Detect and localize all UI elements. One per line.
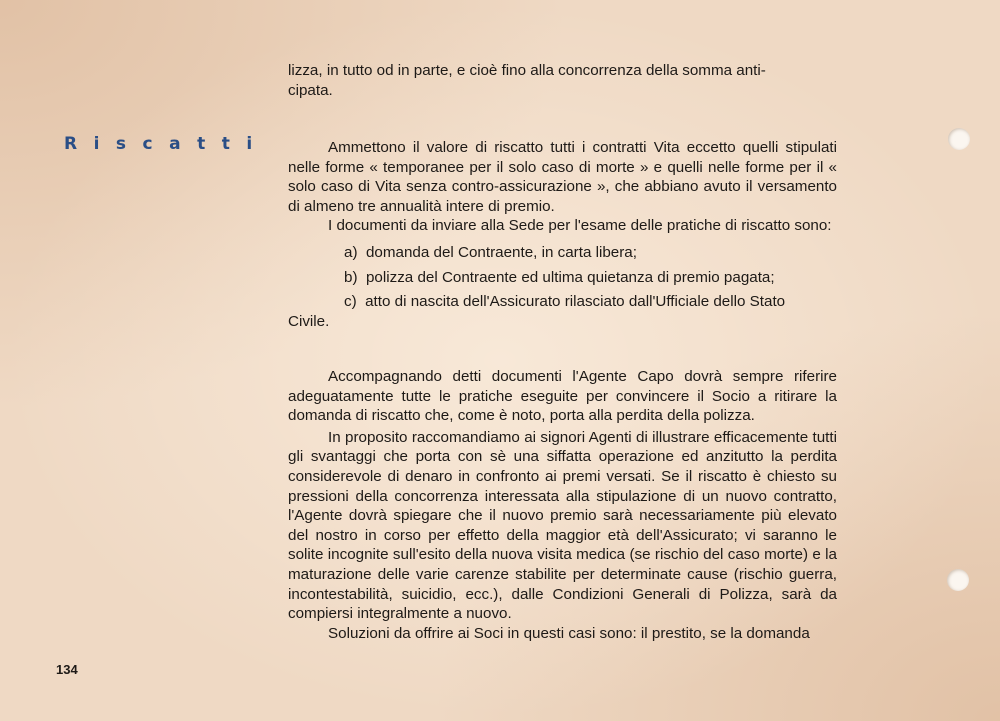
- text-line: lizza, in tutto od in parte, e cioè fino alla concorrenza della somma anti-: [288, 62, 766, 79]
- list-marker: c): [344, 293, 357, 311]
- paragraph-solutions: Soluzioni da offrire ai Soci in questi casi sono: il prestito, se la domanda: [328, 624, 810, 642]
- continued-paragraph: [288, 61, 837, 100]
- paragraph-agent-report: Accompagnando detti documenti l'Agente Capo dovrà sempre riferire adeguatamente tutte le pratiche eseguite per convincere il Socio a ritirare la domanda di riscatto che, come è noto, porta alla perdita della polizza.: [288, 368, 837, 425]
- page-number: 134: [56, 662, 78, 677]
- list-text: domanda del Contraente, in carta libera;: [365, 243, 637, 261]
- section-heading-riscatti: Riscatti: [64, 134, 269, 154]
- punch-hole-top: [948, 128, 970, 150]
- list-marker: a): [344, 243, 358, 261]
- punch-hole-bottom: [947, 569, 969, 591]
- list-item-c: [288, 292, 837, 312]
- list-item-b: [288, 268, 837, 288]
- riscatti-section-body: [288, 138, 837, 331]
- list-text: atto di nascita dell'Assicurato rilasciato dall'Ufficiale dello Stato: [365, 293, 786, 311]
- list-marker: b): [344, 268, 358, 286]
- list-item-a: [288, 243, 837, 263]
- list-text: polizza del Contraente ed ultima quietanza di premio pagata;: [365, 268, 775, 286]
- agent-instructions-body: [288, 367, 837, 643]
- text-line: cipata.: [288, 81, 333, 99]
- list-item-c-continuation: Civile.: [288, 312, 330, 330]
- paragraph-eligibility: Ammettono il valore di riscatto tutti i contratti Vita eccetto quelli stipulati nelle forme « temporanee per il solo caso di morte » e quelli nelle forme per il « solo caso di Vita senza contro-assicurazione », che abbiano avuto il versamento di almeno tre annualità intere di premio.: [288, 139, 837, 215]
- paragraph-documents-intro: I documenti da inviare alla Sede per l'esame delle pratiche di riscatto sono:: [328, 217, 832, 235]
- paragraph-recommendations: In proposito raccomandiamo ai signori Agenti di illustrare efficacemente tutti gli svantaggi che porta con sè una siffatta operazione ed anzitutto la perdita considerevole di denaro in confronto ai premi versati. Se il riscatto è chiesto su pressioni della concorrenza interessata alla stipulazione di un nuovo contratto, l'Agente dovrà spiegare che il nuovo premio sarà necessariamente più elevato del nostro in corso per effetto della maggior età dell'Assicurato; vi saranno le solite incognite sull'esito della nuova visita medica (se rischio del caso morte) e la maturazione delle varie carenze stabilite per determinate cause (rischio guerra, incontestabilità, suicidio, ecc.), dalle Condizioni Generali di Polizza, sarà da compiersi integralmente a nuovo.: [288, 428, 837, 623]
